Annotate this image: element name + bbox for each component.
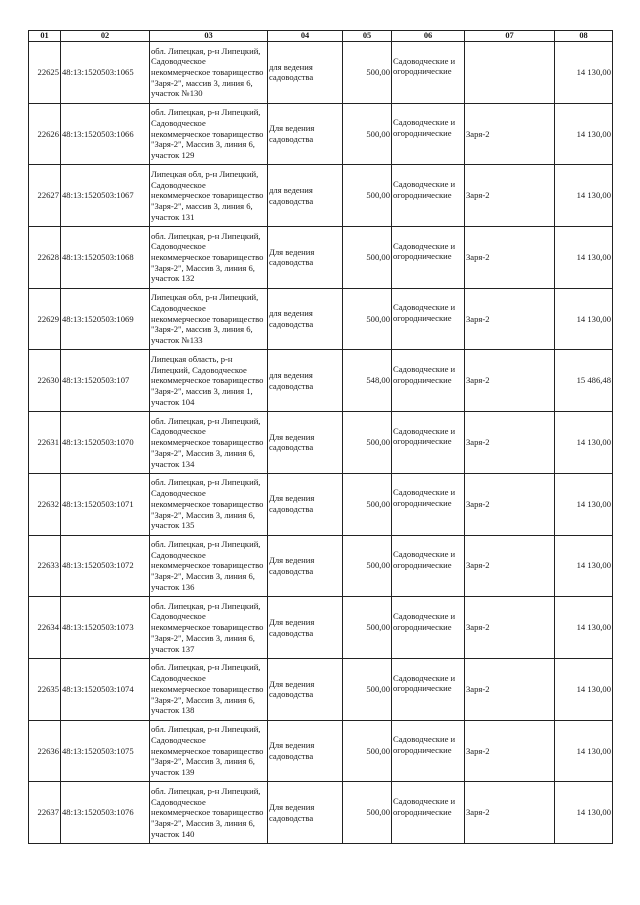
land-category-cell [392,42,465,104]
area-cell: 548,00 [343,350,392,412]
table-row [29,227,613,289]
land-category-text: Садоводческие и огороднические [393,672,456,694]
column-header-04: 04 [268,31,343,42]
row-number-cell: 22628 [29,227,61,289]
cadastral-value-cell: 15 486,48 [555,350,613,412]
row-number-cell: 22633 [29,535,61,597]
cadastral-number-cell: 48:13:1520503:1072 [61,535,150,597]
cadastral-value-cell: 14 130,00 [555,288,613,350]
table-row [29,473,613,535]
permitted-use-cell: Для ведения садоводства [268,227,343,289]
cadastral-value-cell: 14 130,00 [555,103,613,165]
table-row [29,103,613,165]
table-row [29,658,613,720]
address-cell: обл. Липецкая, р-н Липецкий, Садоводческое некоммерческое товарищество "Заря-2", Массив 3, линия 6, участок 129 [150,103,268,165]
area-cell: 500,00 [343,103,392,165]
area-cell: 500,00 [343,227,392,289]
settlement-name-cell: Заря-2 [465,720,555,782]
settlement-name-cell [465,42,555,104]
table-row [29,412,613,474]
cadastral-number-cell: 48:13:1520503:1069 [61,288,150,350]
cadastral-value-cell: 14 130,00 [555,720,613,782]
cadastral-number-cell: 48:13:1520503:1071 [61,473,150,535]
land-category-text: Садоводческие и огороднические [393,302,456,324]
permitted-use-cell: для ведения садоводства [268,350,343,412]
settlement-name-cell: Заря-2 [465,288,555,350]
cadastral-number-cell: 48:13:1520503:1070 [61,412,150,474]
area-cell: 500,00 [343,535,392,597]
table-row [29,720,613,782]
cadastral-value-cell: 14 130,00 [555,782,613,844]
settlement-name-cell: Заря-2 [465,535,555,597]
cadastral-value-cell: 14 130,00 [555,165,613,227]
area-cell: 500,00 [343,42,392,104]
cadastral-value-cell: 14 130,00 [555,535,613,597]
land-category-text: Садоводческие и огороднические [393,795,456,817]
address-cell: обл. Липецкая, р-н Липецкий, Садоводческое некоммерческое товарищество "Заря-2", Массив 3, линия 6, участок 140 [150,782,268,844]
table-row [29,535,613,597]
table-body [29,42,613,844]
cadastral-value-cell: 14 130,00 [555,42,613,104]
land-category-cell [392,535,465,597]
address-cell: обл. Липецкая, р-н Липецкий, Садоводческое некоммерческое товарищество "Заря-2", Массив 3, линия 6, участок 136 [150,535,268,597]
permitted-use-cell: Для ведения садоводства [268,720,343,782]
cadastral-value-cell: 14 130,00 [555,473,613,535]
column-header-06: 06 [392,31,465,42]
cadastral-number-cell: 48:13:1520503:107 [61,350,150,412]
row-number-cell: 22627 [29,165,61,227]
row-number-cell: 22634 [29,597,61,659]
area-cell: 500,00 [343,720,392,782]
column-header-02: 02 [61,31,150,42]
table-row [29,350,613,412]
land-category-cell [392,473,465,535]
row-number-cell: 22636 [29,720,61,782]
area-cell: 500,00 [343,165,392,227]
table-row [29,782,613,844]
permitted-use-cell: Для ведения садоводства [268,535,343,597]
land-category-cell [392,412,465,474]
permitted-use-cell: Для ведения садоводства [268,473,343,535]
document-page [28,30,612,844]
row-number-cell: 22632 [29,473,61,535]
permitted-use-cell: для ведения садоводства [268,165,343,227]
area-cell: 500,00 [343,782,392,844]
permitted-use-cell: Для ведения садоводства [268,103,343,165]
address-cell: обл. Липецкая, р-н Липецкий, Садоводческое некоммерческое товарищество "Заря-2", Массив 3, линия 6, участок 138 [150,658,268,720]
land-category-cell [392,288,465,350]
column-header-05: 05 [343,31,392,42]
permitted-use-cell: для ведения садоводства [268,288,343,350]
land-category-text: Садоводческие и огороднические [393,425,456,447]
table-row [29,288,613,350]
cadastral-number-cell: 48:13:1520503:1075 [61,720,150,782]
cadastral-number-cell: 48:13:1520503:1066 [61,103,150,165]
area-cell: 500,00 [343,597,392,659]
land-category-text: Садоводческие и огороднические [393,734,456,755]
permitted-use-cell: Для ведения садоводства [268,782,343,844]
settlement-name-cell: Заря-2 [465,597,555,659]
permitted-use-cell: для ведения садоводства [268,42,343,104]
land-category-cell [392,350,465,412]
settlement-name-cell: Заря-2 [465,227,555,289]
cadastral-number-cell: 48:13:1520503:1073 [61,597,150,659]
cadastral-number-cell: 48:13:1520503:1074 [61,658,150,720]
address-cell: обл. Липецкая, р-н Липецкий, Садоводческое некоммерческое товарищество "Заря-2", Массив 3, линия 6, участок 139 [150,720,268,782]
land-plot-register-table [28,30,613,844]
land-category-text: Садоводческие и огороднические [393,487,456,509]
header-row [29,31,613,42]
table-row [29,42,613,104]
row-number-cell: 22629 [29,288,61,350]
land-category-text: Садоводческие и огороднические [393,549,456,570]
cadastral-number-cell: 48:13:1520503:1065 [61,42,150,104]
land-category-text: Садоводческие и огороднические [393,610,456,632]
land-category-cell [392,227,465,289]
area-cell: 500,00 [343,473,392,535]
permitted-use-cell: Для ведения садоводства [268,597,343,659]
settlement-name-cell: Заря-2 [465,782,555,844]
land-category-text: Садоводческие и огороднические [393,364,456,385]
settlement-name-cell: Заря-2 [465,658,555,720]
column-header-08: 08 [555,31,613,42]
land-category-cell [392,658,465,720]
land-category-cell [392,165,465,227]
column-header-03: 03 [150,31,268,42]
land-category-text: Садоводческие и огороднические [393,55,456,77]
column-header-01: 01 [29,31,61,42]
land-category-text: Садоводческие и огороднические [393,240,456,262]
row-number-cell: 22625 [29,42,61,104]
cadastral-number-cell: 48:13:1520503:1067 [61,165,150,227]
table-header [29,31,613,42]
area-cell: 500,00 [343,412,392,474]
address-cell: обл. Липецкая, р-н Липецкий, Садоводческое некоммерческое товарищество "Заря-2", массив 3, линия 6, участок №130 [150,42,268,104]
address-cell: Липецкая обл, р-н Липецкий, Садоводческое некоммерческое товарищество "Заря-2", массив 3, линия 6, участок №133 [150,288,268,350]
cadastral-value-cell: 14 130,00 [555,412,613,474]
row-number-cell: 22626 [29,103,61,165]
settlement-name-cell: Заря-2 [465,412,555,474]
permitted-use-cell: Для ведения садоводства [268,412,343,474]
cadastral-value-cell: 14 130,00 [555,597,613,659]
row-number-cell: 22631 [29,412,61,474]
settlement-name-cell: Заря-2 [465,165,555,227]
settlement-name-cell: Заря-2 [465,473,555,535]
settlement-name-cell: Заря-2 [465,103,555,165]
land-category-cell [392,597,465,659]
cadastral-number-cell: 48:13:1520503:1076 [61,782,150,844]
address-cell: Липецкая область, р-н Липецкий, Садоводческое некоммерческое товарищество "Заря-2", массив 3, линия 1, участок 104 [150,350,268,412]
cadastral-value-cell: 14 130,00 [555,227,613,289]
address-cell: обл. Липецкая, р-н Липецкий, Садоводческое некоммерческое товарищество "Заря-2", Массив 3, линия 6, участок 134 [150,412,268,474]
row-number-cell: 22637 [29,782,61,844]
cadastral-value-cell: 14 130,00 [555,658,613,720]
table-row [29,165,613,227]
area-cell: 500,00 [343,658,392,720]
land-category-cell [392,720,465,782]
column-header-07: 07 [465,31,555,42]
address-cell: Липецкая обл, р-н Липецкий, Садоводческое некоммерческое товарищество "Заря-2", массив 3, линия 6, участок 131 [150,165,268,227]
table-row [29,597,613,659]
land-category-cell [392,103,465,165]
row-number-cell: 22630 [29,350,61,412]
area-cell: 500,00 [343,288,392,350]
land-category-text: Садоводческие и огороднические [393,179,456,200]
land-category-text: Садоводческие и огороднические [393,117,456,139]
permitted-use-cell: Для ведения садоводства [268,658,343,720]
address-cell: обл. Липецкая, р-н Липецкий, Садоводческое некоммерческое товарищество "Заря-2", Массив 3, линия 6, участок 137 [150,597,268,659]
address-cell: обл. Липецкая, р-н Липецкий, Садоводческое некоммерческое товарищество "Заря-2", Массив 3, линия 6, участок 132 [150,227,268,289]
settlement-name-cell: Заря-2 [465,350,555,412]
address-cell: обл. Липецкая, р-н Липецкий, Садоводческое некоммерческое товарищество "Заря-2", Массив 3, линия 6, участок 135 [150,473,268,535]
row-number-cell: 22635 [29,658,61,720]
cadastral-number-cell: 48:13:1520503:1068 [61,227,150,289]
land-category-cell [392,782,465,844]
